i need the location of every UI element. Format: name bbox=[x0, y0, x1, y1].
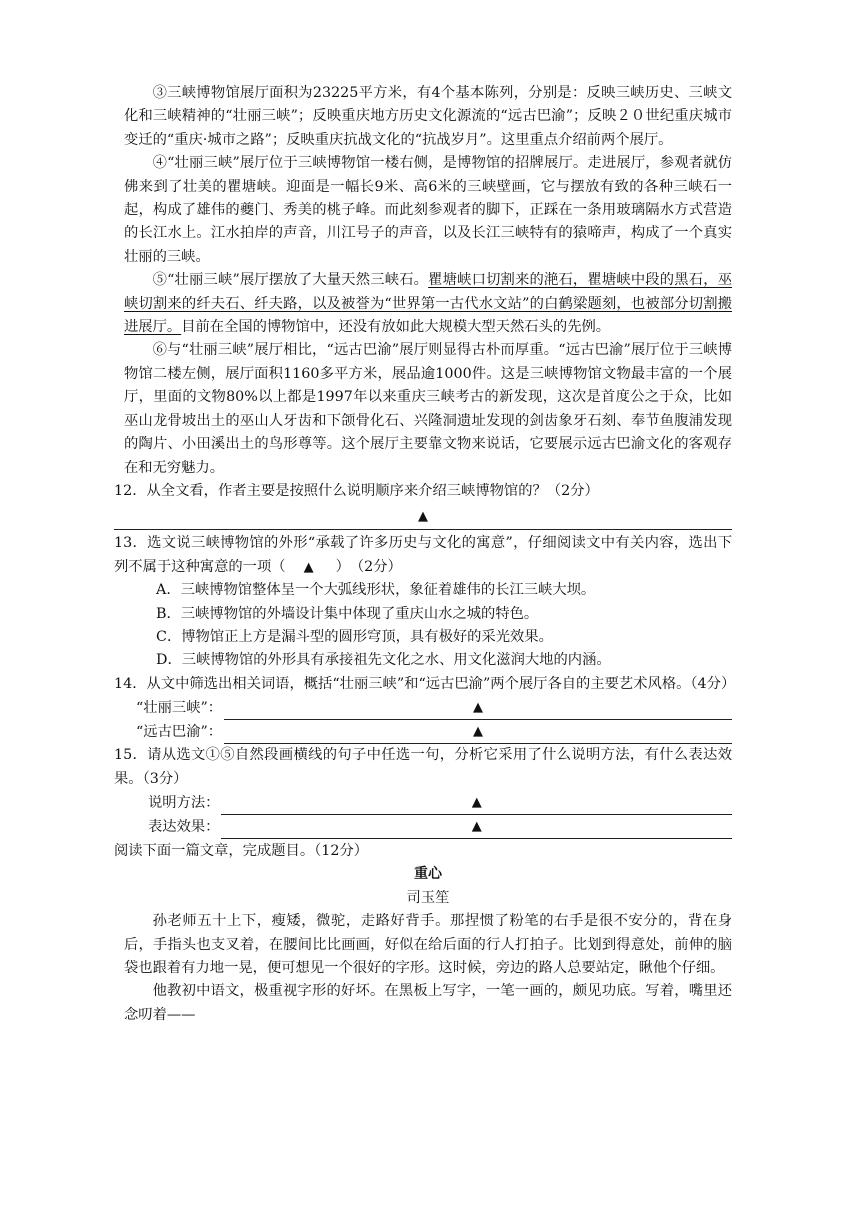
answer-label: “壮丽三峡”： bbox=[136, 699, 223, 716]
question-13 bbox=[114, 532, 732, 579]
question-14: 14．从文中筛选出相关词语，概括“壮丽三峡”和“远古巴渝”两个展厅各自的主要艺术风格。（4分） bbox=[114, 675, 736, 692]
answer-line[interactable] bbox=[224, 722, 732, 744]
answer-line[interactable] bbox=[221, 793, 732, 815]
answer-label: 说明方法： bbox=[148, 794, 220, 811]
question-13-stem: 13．选文说三峡博物馆的外形“承载了许多历史与文化的寓意”，仔细阅读文中有关内容，选出下列不属于这种寓意的一项（ bbox=[114, 535, 732, 575]
question-15: 15．请从选文①⑤自然段画横线的句子中任选一句，分析它采用了什么说明方法，有什么表达效果。（3分） bbox=[114, 747, 732, 787]
answer-line[interactable] bbox=[221, 817, 732, 839]
answer-placeholder-mark: ▲ bbox=[418, 508, 428, 524]
article-author: 司玉笙 bbox=[406, 889, 450, 906]
paragraph-5-prefix: ⑤“壮丽三峡”展厅摆放了大量天然三峡石。 bbox=[152, 272, 429, 289]
document-body bbox=[114, 82, 736, 1027]
answer-label: 表达效果： bbox=[148, 818, 220, 835]
paragraph-6: ⑥与“壮丽三峡”展厅相比，“远古巴渝”展厅则显得古朴而厚重。“远古巴渝”展厅位于三峡博物馆二楼左侧，展厅面积1160多平方米，展品逾1000件。这是三峡博物馆文物最丰富的一个展厅，里面的文物80%以上都是1997年以来重庆三峡考古的新发现，这次是首度公之于众，比如巫山龙骨坡出土的巫山人牙齿和下颌骨化石、兴隆洞遗址发现的剑齿象牙石刻、奉节鱼腹浦发现的陶片、小田溪出土的鸟形尊等。这个展厅主要靠文物来说话，它要展示远古巴渝文化的客观存在和无穷魅力。 bbox=[124, 342, 732, 476]
question-15-answer-1 bbox=[124, 791, 732, 815]
question-14-answer-2 bbox=[124, 720, 732, 744]
answer-placeholder-mark: ▲ bbox=[471, 794, 482, 810]
paragraph-5 bbox=[124, 269, 732, 339]
answer-placeholder-mark: ▲ bbox=[473, 699, 484, 715]
article-paragraph-1: 孙老师五十上下，瘦矮，微驼，走路好背手。那捏惯了粉笔的右手是很不安分的，背在身后，手指头也支叉着，在腰间比比画画，好似在给后面的行人打拍子。比划到得意处，前伸的脑袋也跟着有力地一晃，便可想见一个很好的字形。这时候，旁边的路人总要站定，瞅他个仔细。 bbox=[124, 913, 732, 976]
reading-instruction: 阅读下面一篇文章，完成题目。（12分） bbox=[114, 842, 369, 859]
paragraph-5-suffix: 目前在全国的博物馆中，还没有放如此大规模大型天然石头的先例。 bbox=[181, 319, 611, 336]
answer-placeholder-mark: ▲ bbox=[473, 723, 484, 739]
answer-label: “远古巴渝”： bbox=[136, 723, 223, 740]
question-12: 12．从全文看，作者主要是按照什么说明顺序来介绍三峡博物馆的？（2分） bbox=[114, 482, 599, 499]
paragraph-5-underlined-sentence: 瞿塘峡口切割来的滟石，瞿塘峡中段的黑石，巫峡切割来的纤夫石、纤夫路，以及被誉为“世界第一古代水文站”的白鹤梁题刻，也被部分切割搬进展厅。 bbox=[124, 272, 732, 336]
answer-line[interactable] bbox=[224, 698, 732, 720]
question-14-answer-1 bbox=[124, 696, 732, 720]
article-paragraph-2: 他教初中语文，极重视字形的好坏。在黑板上写字，一笔一画的，颇见功底。写着，嘴里还念叨着—— bbox=[124, 983, 732, 1023]
paragraph-4: ④“壮丽三峡”展厅位于三峡博物馆一楼右侧，是博物馆的招牌展厅。走进展厅，参观者就仿佛来到了壮美的瞿塘峡。迎面是一幅长9米、高6米的三峡壁画，它与摆放有致的各种三峡石一起，构成了雄伟的夔门、秀美的桃子峰。而此刻参观者的脚下，正踩在一条用玻璃隔水方式营造的长江水上。江水拍岸的声音，川江号子的声音，以及长江三峡特有的猿啼声，构成了一个真实壮丽的三峡。 bbox=[124, 155, 732, 265]
question-13-option-c: C．博物馆正上方是漏斗型的圆形穹顶，具有极好的采光效果。 bbox=[156, 628, 553, 645]
question-13-answer-blank[interactable]: ▲ bbox=[303, 559, 314, 575]
article-title: 重心 bbox=[414, 866, 442, 883]
paragraph-3: ③三峡博物馆展厅面积为23225平方米，有4个基本陈列，分别是：反映三峡历史、三峡文化和三峡精神的“壮丽三峡”；反映重庆地方历史文化源流的“远古巴渝”；反映２０世纪重庆城市变迁的“重庆·城市之路”；反映重庆抗战文化的“抗战岁月”。这里重点介绍前两个展厅。 bbox=[124, 85, 732, 148]
question-13-option-a: A．三峡博物馆整体呈一个大弧线形状，象征着雄伟的长江三峡大坝。 bbox=[156, 582, 596, 599]
question-13-option-b: B．三峡博物馆的外墙设计集中体现了重庆山水之城的特色。 bbox=[156, 605, 539, 622]
question-12-answer-line[interactable] bbox=[114, 503, 732, 530]
answer-placeholder-mark: ▲ bbox=[471, 818, 482, 834]
question-13-score: ） （2分） bbox=[335, 558, 402, 575]
question-15-answer-2 bbox=[124, 815, 732, 839]
question-13-option-d: D．三峡博物馆的外形具有承接祖先文化之水、用文化滋润大地的内涵。 bbox=[156, 652, 611, 669]
